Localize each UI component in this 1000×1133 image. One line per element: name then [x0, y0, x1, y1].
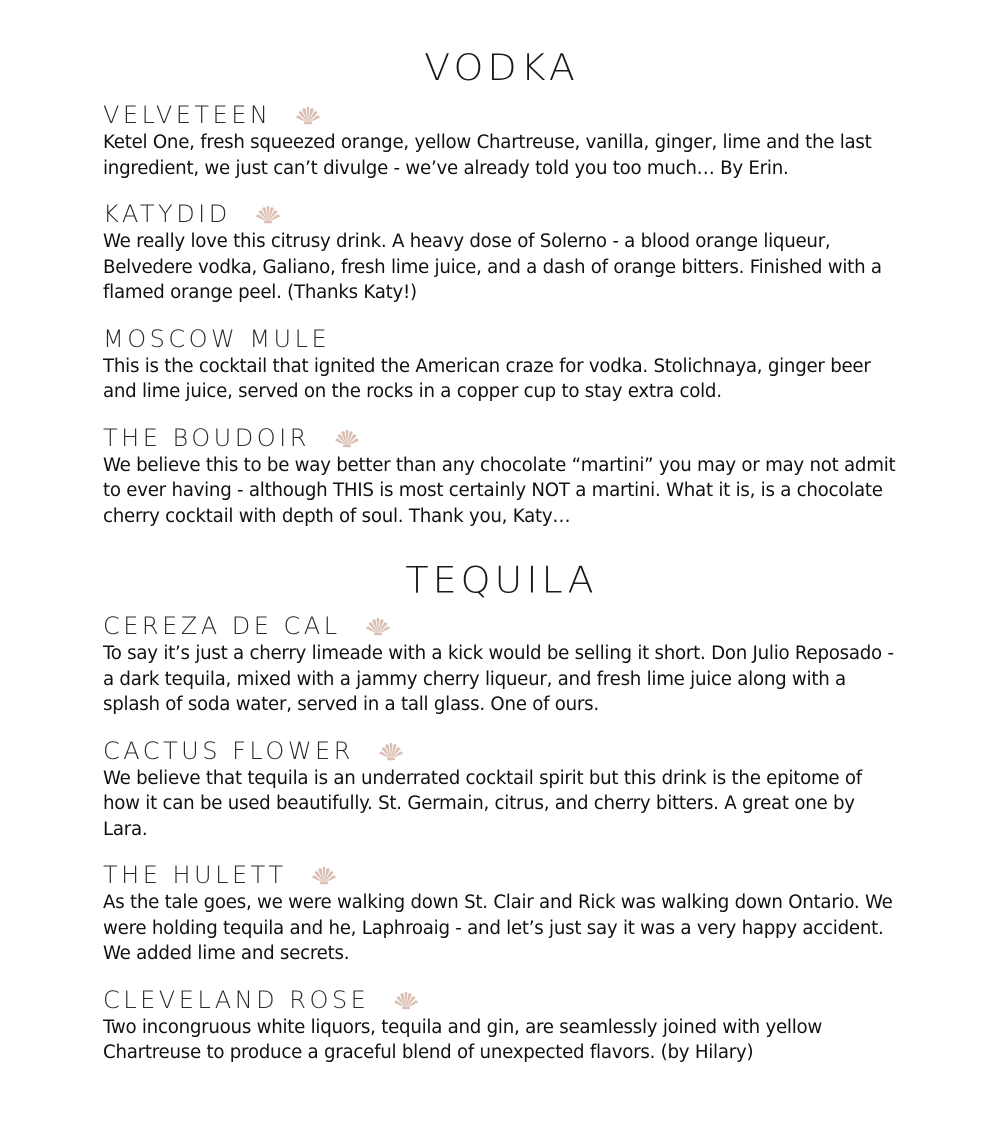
- drink-item: [103, 736, 900, 843]
- drink-item: [103, 985, 900, 1066]
- drink-description: To say it’s just a cherry limeade with a kick would be selling it short. Don Julio Reposado - a dark tequila, mixed with a jammy cherry liqueur, and fresh lime juice along with a splash of soda water, served in a tall glass. One of ours.: [103, 643, 894, 715]
- drink-item: [103, 423, 900, 530]
- drink-item: [103, 611, 900, 718]
- drink-description: We really love this citrusy drink. A heavy dose of Solerno - a blood orange liqueur, Belvedere vodka, Galiano, fresh lime juice, and a dash of orange bitters. Finished with a flamed orange peel. (Thanks Katy!): [103, 231, 882, 303]
- section-title: TEQUILA: [405, 559, 598, 601]
- drink-name: CLEVELAND ROSE: [103, 985, 370, 1014]
- drink-header: [103, 324, 900, 354]
- drink-name: CACTUS FLOWER: [103, 736, 354, 765]
- fan-icon: [255, 202, 281, 224]
- fan-icon: [311, 863, 337, 885]
- drink-name: MOSCOW MULE: [103, 324, 331, 353]
- drink-description: As the tale goes, we were walking down St. Clair and Rick was walking down Ontario. We were holding tequila and he, Laphroaig - and let’s just say it was a very happy accident. We added lime and secrets.: [103, 892, 893, 964]
- drink-name: VELVETEEN: [103, 101, 272, 129]
- drink-header: [103, 611, 900, 641]
- drink-description: We believe this to be way better than any chocolate “martini” you may or may not admit to ever having - although THIS is most certainly NOT a martini. What it is, is a chocolate cherry cocktail with depth of soul. Thank you, Katy…: [103, 454, 896, 527]
- drink-item: [103, 860, 900, 967]
- fan-icon: [393, 988, 419, 1010]
- drink-header: [103, 985, 900, 1015]
- drink-name: CEREZA DE CAL: [103, 612, 341, 640]
- drink-item: [103, 199, 900, 306]
- drink-name: KATYDID: [103, 200, 231, 228]
- fan-icon: [378, 739, 404, 761]
- drink-header: [103, 860, 900, 890]
- drink-name: THE HULETT: [103, 861, 287, 889]
- drink-header: [103, 100, 900, 130]
- drink-item: [103, 100, 900, 181]
- fan-icon: [295, 103, 321, 125]
- section-vodka: [103, 0, 900, 529]
- drink-description: We believe that tequila is an underrated cocktail spirit but this drink is the epitome of how it can be used beautifully. St. Germain, citrus, and cherry bitters. A great one by Lara.: [103, 767, 862, 840]
- drink-header: [103, 736, 900, 766]
- drink-description: This is the cocktail that ignited the American craze for vodka. Stolichnaya, ginger beer and lime juice, served on the rocks in a copper cup to stay extra cold.: [103, 355, 871, 402]
- section-tequila: [103, 561, 900, 1066]
- fan-icon: [334, 426, 360, 448]
- fan-icon: [365, 614, 391, 636]
- drink-header: [103, 423, 900, 453]
- drink-item: [103, 324, 900, 405]
- drink-description: Ketel One, fresh squeezed orange, yellow Chartreuse, vanilla, ginger, lime and the last ingredient, we just can’t divulge - we’ve already told you too much… By Erin.: [103, 132, 872, 179]
- section-title: VODKA: [424, 46, 579, 89]
- drink-description: Two incongruous white liquors, tequila and gin, are seamlessly joined with yellow Chartreuse to produce a graceful blend of unexpected flavors. (by Hilary): [103, 1016, 823, 1063]
- drink-header: [103, 199, 900, 229]
- drink-name: THE BOUDOIR: [103, 423, 310, 452]
